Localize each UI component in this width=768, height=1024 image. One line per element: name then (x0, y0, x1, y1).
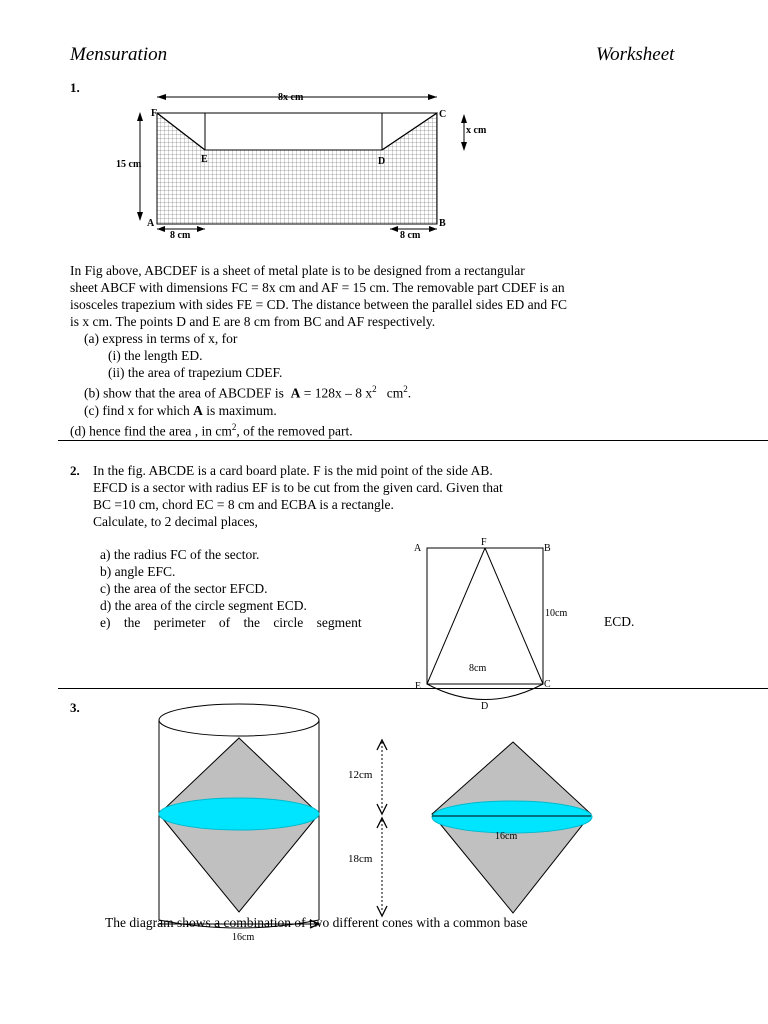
q3-dim-top: 12cm (348, 769, 373, 781)
q1-line: is x cm. The points D and E are 8 cm from BC and AF respectively. (70, 314, 436, 329)
q1-label-e: E (201, 154, 208, 165)
q3-caption: The diagram shows a combination of two different cones with a common base (105, 915, 528, 930)
q3-base-in-cylinder (159, 798, 319, 830)
q2-label-b: B (544, 543, 551, 554)
q2-label-c: C (544, 679, 551, 690)
q1-b-end: . (407, 385, 412, 401)
q2-item-e-tail: ECD. (604, 614, 635, 629)
q1-label-c: C (439, 109, 447, 120)
q2-item: a) the radius FC of the sector. (100, 547, 260, 562)
q3-base-left: 16cm (232, 932, 255, 943)
q3-common-base (432, 801, 592, 833)
q3-figure (150, 700, 600, 950)
section-divider (58, 440, 768, 441)
q1-line: sheet ABCF with dimensions FC = 8x cm and AF = 15 cm. The removable part CDEF is an (70, 280, 565, 295)
q1-figure (100, 86, 500, 246)
q2-item: e) the perimeter of the circle segment (100, 615, 362, 630)
q1-label-b: B (439, 218, 446, 229)
q1-b-unit: cm (386, 385, 404, 401)
q1-d-exp: 2 (231, 421, 237, 432)
q1-c-post: is maximum. (206, 402, 277, 418)
q2-line: EFCD is a sector with radius EF is to be cut from the given card. Given that (93, 480, 503, 495)
header-subtitle: Worksheet (596, 44, 675, 65)
q2-label-f: F (481, 537, 487, 548)
q1-b-unit-exp: 2 (403, 384, 408, 394)
q1-text (70, 262, 716, 439)
header-title: Mensuration (70, 44, 168, 65)
q2-line: Calculate, to 2 decimal places, (93, 514, 258, 529)
q1-label-a: A (147, 218, 155, 229)
question-1-number: 1. (70, 80, 80, 95)
q1-b-eq: = 128x – 8 x (303, 385, 373, 401)
q2-label-ec: 8cm (469, 663, 487, 674)
q1-b-formula: A (290, 385, 301, 401)
q2-line: In the fig. ABCDE is a card board plate. F is the mid point of the side AB. (93, 463, 493, 478)
q1-part-b (70, 381, 716, 402)
section-divider (58, 688, 768, 689)
q1-dim-x: x cm (466, 125, 487, 136)
q1-d-post: , of the removed part. (236, 423, 353, 438)
q3-dim-bottom: 18cm (348, 853, 373, 865)
q2-label-e: E (415, 681, 422, 692)
q2-label-a: A (414, 543, 422, 554)
q2-text (93, 462, 593, 530)
q2-item: b) angle EFC. (100, 564, 176, 579)
q1-plate (157, 113, 437, 224)
q1-b-exp: 2 (372, 384, 377, 394)
q1-c-text: (c) find x for which (84, 402, 190, 418)
q1-label-f: F (151, 108, 158, 119)
q2-label-d: D (481, 701, 489, 712)
q2-line: BC =10 cm, chord EC = 8 cm and ECBA is a rectangle. (93, 497, 394, 512)
q1-line: isosceles trapezium with sides FE = CD. The distance between the parallel sides ED and FC (70, 297, 568, 312)
q2-items (100, 546, 420, 631)
q1-part-a: (a) express in terms of x, for (84, 331, 238, 346)
q1-part-a-i: (i) the length ED. (108, 348, 203, 363)
question-2-number: 2. (70, 463, 80, 478)
q1-b-text: (b) show that the area of ABCDEF is (84, 385, 284, 401)
q1-dim-bottom-left: 8 cm (170, 230, 191, 241)
q3-base-right: 16cm (495, 831, 518, 842)
q1-part-a-ii: (ii) the area of trapezium CDEF. (108, 365, 283, 380)
q1-c-bold: A (193, 402, 203, 418)
q2-item: d) the area of the circle segment ECD. (100, 598, 307, 613)
q1-part-d (70, 419, 716, 440)
q2-item: c) the area of the sector EFCD. (100, 581, 268, 596)
q2-label-bc: 10cm (545, 608, 568, 619)
question-3-number: 3. (70, 700, 80, 715)
q1-part-c (70, 402, 716, 419)
q1-line: In Fig above, ABCDEF is a sheet of metal plate is to be designed from a rectangular (70, 263, 525, 278)
q1-label-d: D (378, 156, 386, 167)
q1-dim-top: 8x cm (278, 92, 304, 103)
q1-d-text: (d) hence find the area , in cm (70, 423, 232, 438)
q1-dim-bottom-right: 8 cm (400, 230, 421, 241)
q1-dim-side: 15 cm (116, 159, 142, 170)
